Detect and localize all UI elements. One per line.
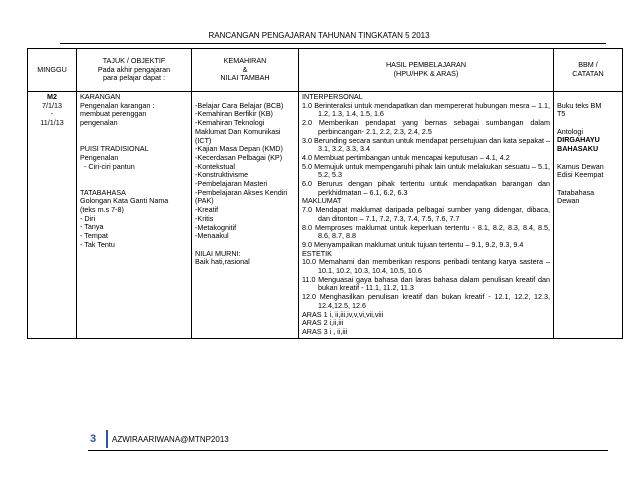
tajuk-line: TATABAHASA bbox=[80, 187, 126, 197]
tajuk-line: KARANGAN bbox=[80, 92, 121, 101]
kemahiran-item: -Pembelajaran Akses Kendiri bbox=[195, 187, 288, 197]
cell-kemahiran bbox=[192, 92, 299, 339]
tajuk-line: Pengenalan bbox=[80, 152, 119, 162]
bbm-line: Edisi Keempat bbox=[557, 170, 604, 180]
kemahiran-item: -Konstruktivisme bbox=[195, 170, 249, 180]
lesson-plan-table bbox=[27, 48, 623, 339]
bbm-line: Dewan bbox=[557, 196, 580, 206]
page-footer bbox=[90, 430, 229, 448]
nilai-murni-value: Baik hati,rasional bbox=[195, 257, 250, 267]
header-bbm bbox=[554, 49, 623, 92]
kemahiran-item: -Kritis bbox=[195, 213, 214, 223]
bbm-line: Buku teks BM bbox=[557, 100, 602, 110]
tajuk-line: - Tak Tentu bbox=[80, 239, 115, 249]
kemahiran-item: (PAK) bbox=[195, 196, 214, 206]
kemahiran-item: -Kajian Masa Depan (KMD) bbox=[195, 144, 283, 154]
kemahiran-item: Maklumat Dan Komunikasi bbox=[195, 126, 281, 136]
bbm-line: DIRGAHAYU bbox=[557, 135, 600, 145]
page-number: 3 bbox=[90, 433, 97, 445]
cell-tajuk bbox=[77, 92, 192, 339]
bbm-line: Kamus Dewan bbox=[557, 161, 604, 171]
header-kemahiran-line: NILAI TAMBAH bbox=[220, 73, 270, 83]
hasil-item: 3.0 Berunding secara santun untuk mendapat persetujuan dan kata sepakat – 3.1, 3.2, 3.3, 3.4 bbox=[302, 135, 550, 154]
header-tajuk-line: Pada akhir pengajaran bbox=[97, 64, 171, 74]
kemahiran-item: -Kemahiran Teknologi bbox=[195, 118, 265, 128]
tajuk-line: - Diri bbox=[80, 213, 96, 223]
header-bbm-line: CATATAN bbox=[572, 69, 604, 78]
aras-line: ARAS 3 i , ii,iii bbox=[302, 326, 348, 336]
hasil-item: 7.0 Mendapat maklumat daripada pelbagai sumber yang didengar, dibaca, dan ditonton – 7.1, 7.2, 7.3, 7.4, 7.5, 7.6, 7.7 bbox=[302, 205, 550, 223]
cell-bbm bbox=[554, 92, 623, 339]
tajuk-line: PUISI TRADISIONAL bbox=[80, 144, 149, 154]
cell-minggu bbox=[28, 92, 77, 339]
tajuk-line: - Tempat bbox=[80, 231, 108, 241]
hasil-item: 12.0 Menghasilkan penulisan kreatif dan bukan kreatif - 12.1, 12.2, 12.3, 12.4,12.5, 12.6 bbox=[302, 292, 550, 310]
tajuk-line: - Ciri-ciri pantun bbox=[84, 161, 135, 171]
footer-text: AZWIRAARIWANA@MTNP2013 bbox=[112, 434, 229, 444]
header-tajuk-line: TAJUK / OBJEKTIF bbox=[102, 55, 166, 65]
hasil-item: 2.0 Memberikan pendapat yang bernas sebagai sumbangan dalam perbincangan- 2.1, 2.2, 2.3, 2.4, 2.5 bbox=[302, 118, 550, 136]
week-separator: - bbox=[50, 109, 54, 119]
kemahiran-item: -Metakognitif bbox=[195, 222, 237, 232]
hasil-item: 9.0 Menyampaikan maklumat untuk tujuan tertentu – 9.1, 9.2, 9.3, 9.4 bbox=[302, 239, 524, 249]
week-end-date: 11/1/13 bbox=[40, 118, 64, 128]
header-hasil bbox=[299, 49, 554, 92]
hasil-heading: INTERPERSONAL bbox=[302, 92, 363, 101]
aras-line: ARAS 2 i,ii,iii bbox=[302, 318, 344, 328]
footer-divider bbox=[106, 430, 108, 448]
bbm-line: Antologi bbox=[557, 126, 583, 136]
tajuk-line: Pengenalan karangan : bbox=[80, 100, 155, 110]
table-row bbox=[28, 92, 623, 339]
header-hasil-line: (HPU/HPK & ARAS) bbox=[393, 69, 459, 78]
header-kemahiran-line: KEMAHIRAN bbox=[223, 55, 267, 65]
nilai-murni-label: NILAI MURNI: bbox=[195, 248, 241, 258]
hasil-item: 11.0 Menguasai gaya bahasa dan laras bahasa dalam penulisan kreatif dan bukan kreatif - 11.1, 11.2, 11.3 bbox=[302, 274, 550, 293]
header-kemahiran bbox=[192, 49, 299, 92]
bbm-line: Tatabahasa bbox=[557, 187, 595, 197]
tajuk-line: - Tanya bbox=[80, 222, 104, 232]
title-rule bbox=[60, 43, 606, 44]
cell-hasil bbox=[299, 92, 554, 339]
header-kemahiran-line: & bbox=[242, 64, 248, 74]
bbm-line: BAHASAKU bbox=[557, 144, 599, 154]
kemahiran-item: -Kecerdasan Pelbagai (KP) bbox=[195, 152, 283, 162]
hasil-heading: MAKLUMAT bbox=[302, 196, 342, 206]
tajuk-line: membuat perenggan bbox=[80, 109, 147, 119]
hasil-item: 8.0 Memproses maklumat untuk keperluan tertentu - 8.1, 8.2, 8.3, 8.4, 8.5, 8.6, 8.7, 8.8 bbox=[302, 222, 550, 241]
hasil-item: 4.0 Membuat pertimbangan untuk mencapai keputusan – 4.1, 4.2 bbox=[302, 152, 510, 162]
week-start-date: 7/1/13 bbox=[42, 100, 62, 110]
tajuk-line: pengenalan bbox=[80, 118, 118, 128]
kemahiran-item: -Belajar Cara Belajar (BCB) bbox=[195, 100, 284, 110]
hasil-item: 10.0 Memahami dan memberikan respons peribadi tentang karya sastera – 10.1, 10.2, 10.3, 10.4, 10.5, 10.6 bbox=[302, 257, 550, 276]
footer-rule bbox=[88, 450, 608, 451]
header-hasil-line: HASIL PEMBELAJARAN bbox=[385, 60, 467, 70]
document-title: RANCANGAN PENGAJARAN TAHUNAN TINGKATAN 5 2013 bbox=[208, 31, 430, 40]
hasil-heading: ESTETIK bbox=[302, 248, 332, 258]
kemahiran-item: -Pembelajaran Masteri bbox=[195, 179, 268, 189]
header-minggu: MINGGU bbox=[28, 49, 77, 92]
kemahiran-item: (ICT) bbox=[195, 135, 212, 145]
header-tajuk-line: para pelajar dapat : bbox=[103, 73, 165, 83]
tajuk-line: Golongan Kata Ganti Nama bbox=[80, 196, 169, 206]
bbm-line: T5 bbox=[557, 109, 566, 119]
tajuk-line: (teks m.s 7-8) bbox=[80, 205, 124, 215]
kemahiran-item: -Kontekstual bbox=[195, 161, 235, 171]
aras-line: ARAS 1 i, ii,iii,iv,v,vi,vii,viii bbox=[302, 309, 384, 319]
hasil-item: 6.0 Berurus dengan pihak tertentu untuk mendapatkan barangan dan perkhidmatan – 6.1, 6.2, 6.3 bbox=[302, 179, 550, 197]
hasil-item: 1.0 Berinteraksi untuk mendapatkan dan mempererat hubungan mesra – 1.1, 1.2, 1.3, 1.4, 1.5, 1.6 bbox=[302, 100, 550, 119]
header-bbm-line: BBM / bbox=[578, 60, 598, 70]
kemahiran-item: -Menaakul bbox=[195, 231, 229, 241]
kemahiran-item: -Kemahiran Berfikir (KB) bbox=[195, 109, 273, 119]
hasil-item: 5.0 Memujuk untuk mempengaruhi pihak lain untuk melakukan sesuatu – 5.1, 5.2, 5.3 bbox=[302, 161, 550, 180]
header-tajuk bbox=[77, 49, 192, 92]
week-label: M2 bbox=[47, 92, 57, 101]
kemahiran-item: -Kreatif bbox=[195, 205, 219, 215]
table-header-row bbox=[28, 49, 623, 92]
